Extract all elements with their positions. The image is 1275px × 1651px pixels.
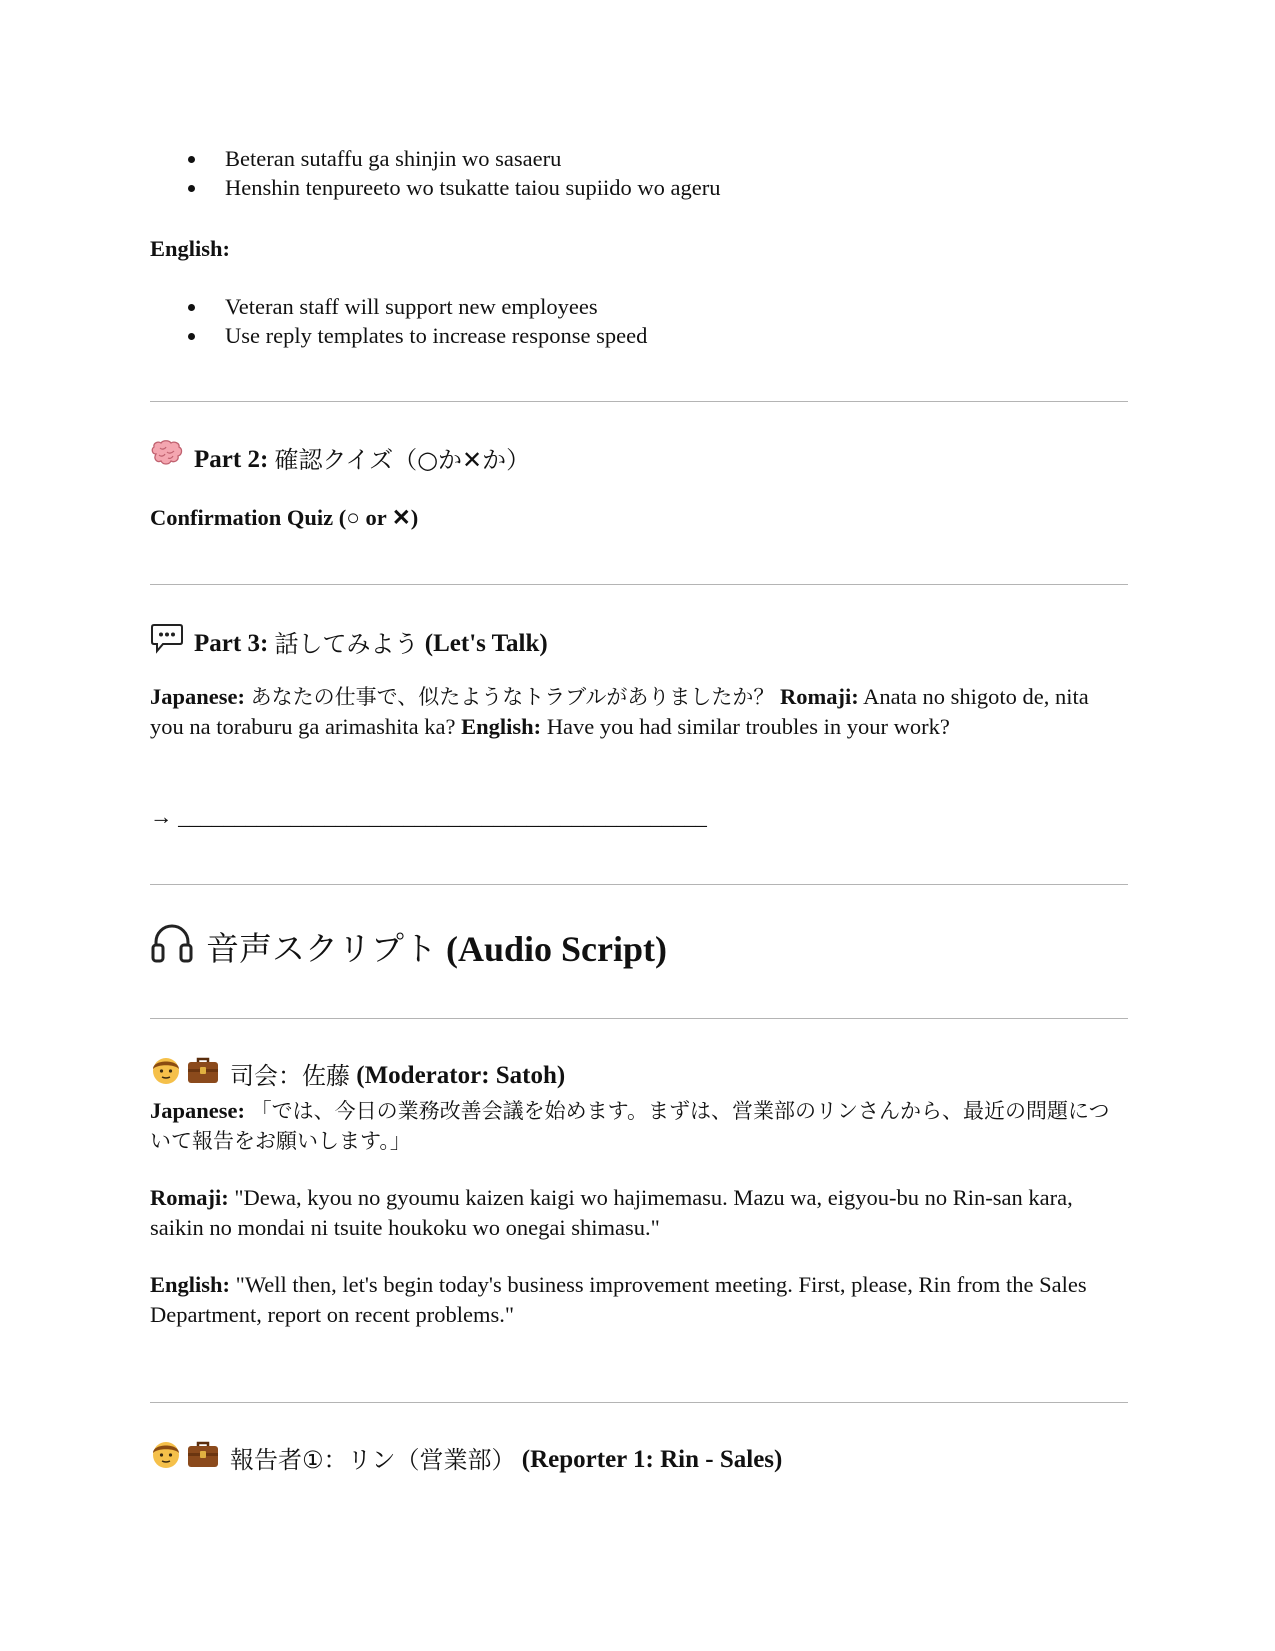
person-icon	[150, 1054, 182, 1097]
romaji-bullet-list	[150, 144, 721, 202]
romaji-label: Romaji:	[150, 1185, 229, 1210]
divider	[150, 1402, 1128, 1403]
audio-script-heading	[150, 920, 667, 977]
english-label: English:	[150, 1272, 231, 1297]
part3-question	[150, 682, 1125, 742]
divider	[150, 584, 1128, 585]
part3-heading-label: Part 3:	[194, 629, 269, 657]
romaji-text: Anata no shigoto de, nita you na toraburu ga arimashita ka?	[150, 684, 1089, 739]
divider	[150, 401, 1128, 402]
answer-line[interactable]: → _______________________________________________	[150, 804, 707, 829]
part3-heading-japanese: 話してみよう	[274, 629, 419, 658]
bullet-text: Veteran staff will support new employees	[225, 294, 598, 319]
speech-bubble-icon	[150, 622, 184, 665]
japanese-label: Japanese:	[150, 1098, 245, 1123]
headphones-icon	[150, 920, 194, 977]
japanese-label: Japanese:	[150, 684, 245, 709]
divider	[150, 1018, 1128, 1019]
moderator-heading-english: (Moderator: Satoh)	[356, 1061, 566, 1089]
bullet-dot	[188, 185, 195, 192]
romaji-text: "Dewa, kyou no gyoumu kaizen kaigi wo hajimemasu. Mazu wa, eigyou-bu no Rin-san kara, saikin no mondai ni tsuite houkoku wo onegai shimasu."	[150, 1185, 1073, 1240]
part2-heading-label: Part 2:	[194, 445, 269, 473]
japanese-text: あなたの仕事で、似たようなトラブルがありましたか？	[250, 685, 775, 709]
reporter1-heading	[150, 1438, 782, 1481]
english-bullet-list	[150, 292, 647, 350]
list-item	[150, 144, 721, 173]
moderator-romaji	[150, 1183, 1125, 1243]
part3-heading	[150, 622, 548, 665]
reporter1-heading-japanese: 報告者①：リン（営業部）	[230, 1445, 516, 1474]
moderator-heading-japanese: 司会：佐藤	[230, 1061, 350, 1090]
list-item	[150, 173, 721, 202]
briefcase-icon	[186, 1055, 220, 1096]
brain-icon	[150, 440, 184, 479]
japanese-text: 「では、今日の業務改善会議を始めます。まずは、営業部のリンさんから、最近の問題について報告をお願いします。」	[150, 1099, 1110, 1153]
bullet-dot	[188, 156, 195, 163]
bullet-dot	[188, 304, 195, 311]
person-icon	[150, 1438, 182, 1481]
romaji-label: Romaji:	[780, 684, 859, 709]
moderator-japanese	[150, 1096, 1125, 1156]
english-label: English:	[150, 236, 231, 261]
divider	[150, 884, 1128, 885]
part2-heading-japanese: 確認クイズ（○か✕か）	[274, 445, 531, 474]
part3-heading-tail: (Let's Talk)	[424, 629, 548, 657]
bullet-text: Use reply templates to increase response speed	[225, 323, 648, 348]
bullet-text: Beteran sutaffu ga shinjin wo sasaeru	[225, 146, 562, 171]
english-text: Have you had similar troubles in your work?	[546, 714, 950, 739]
list-item	[150, 321, 647, 350]
english-text: "Well then, let's begin today's business improvement meeting. First, please, Rin from the Sales Department, report on recent problems."	[150, 1272, 1087, 1327]
part2-heading	[150, 440, 530, 479]
audio-heading-english: (Audio Script)	[446, 928, 668, 969]
audio-heading-japanese: 音声スクリプト	[206, 928, 437, 968]
moderator-english	[150, 1270, 1125, 1330]
english-label: English:	[461, 714, 542, 739]
moderator-heading	[150, 1054, 565, 1097]
bullet-dot	[188, 333, 195, 340]
bullet-text: Henshin tenpureeto wo tsukatte taiou supiido wo ageru	[225, 175, 721, 200]
reporter1-heading-english: (Reporter 1: Rin - Sales)	[521, 1445, 783, 1473]
list-item	[150, 292, 647, 321]
part2-subheading: Confirmation Quiz (○ or ✕)	[150, 505, 419, 530]
briefcase-icon	[186, 1439, 220, 1480]
